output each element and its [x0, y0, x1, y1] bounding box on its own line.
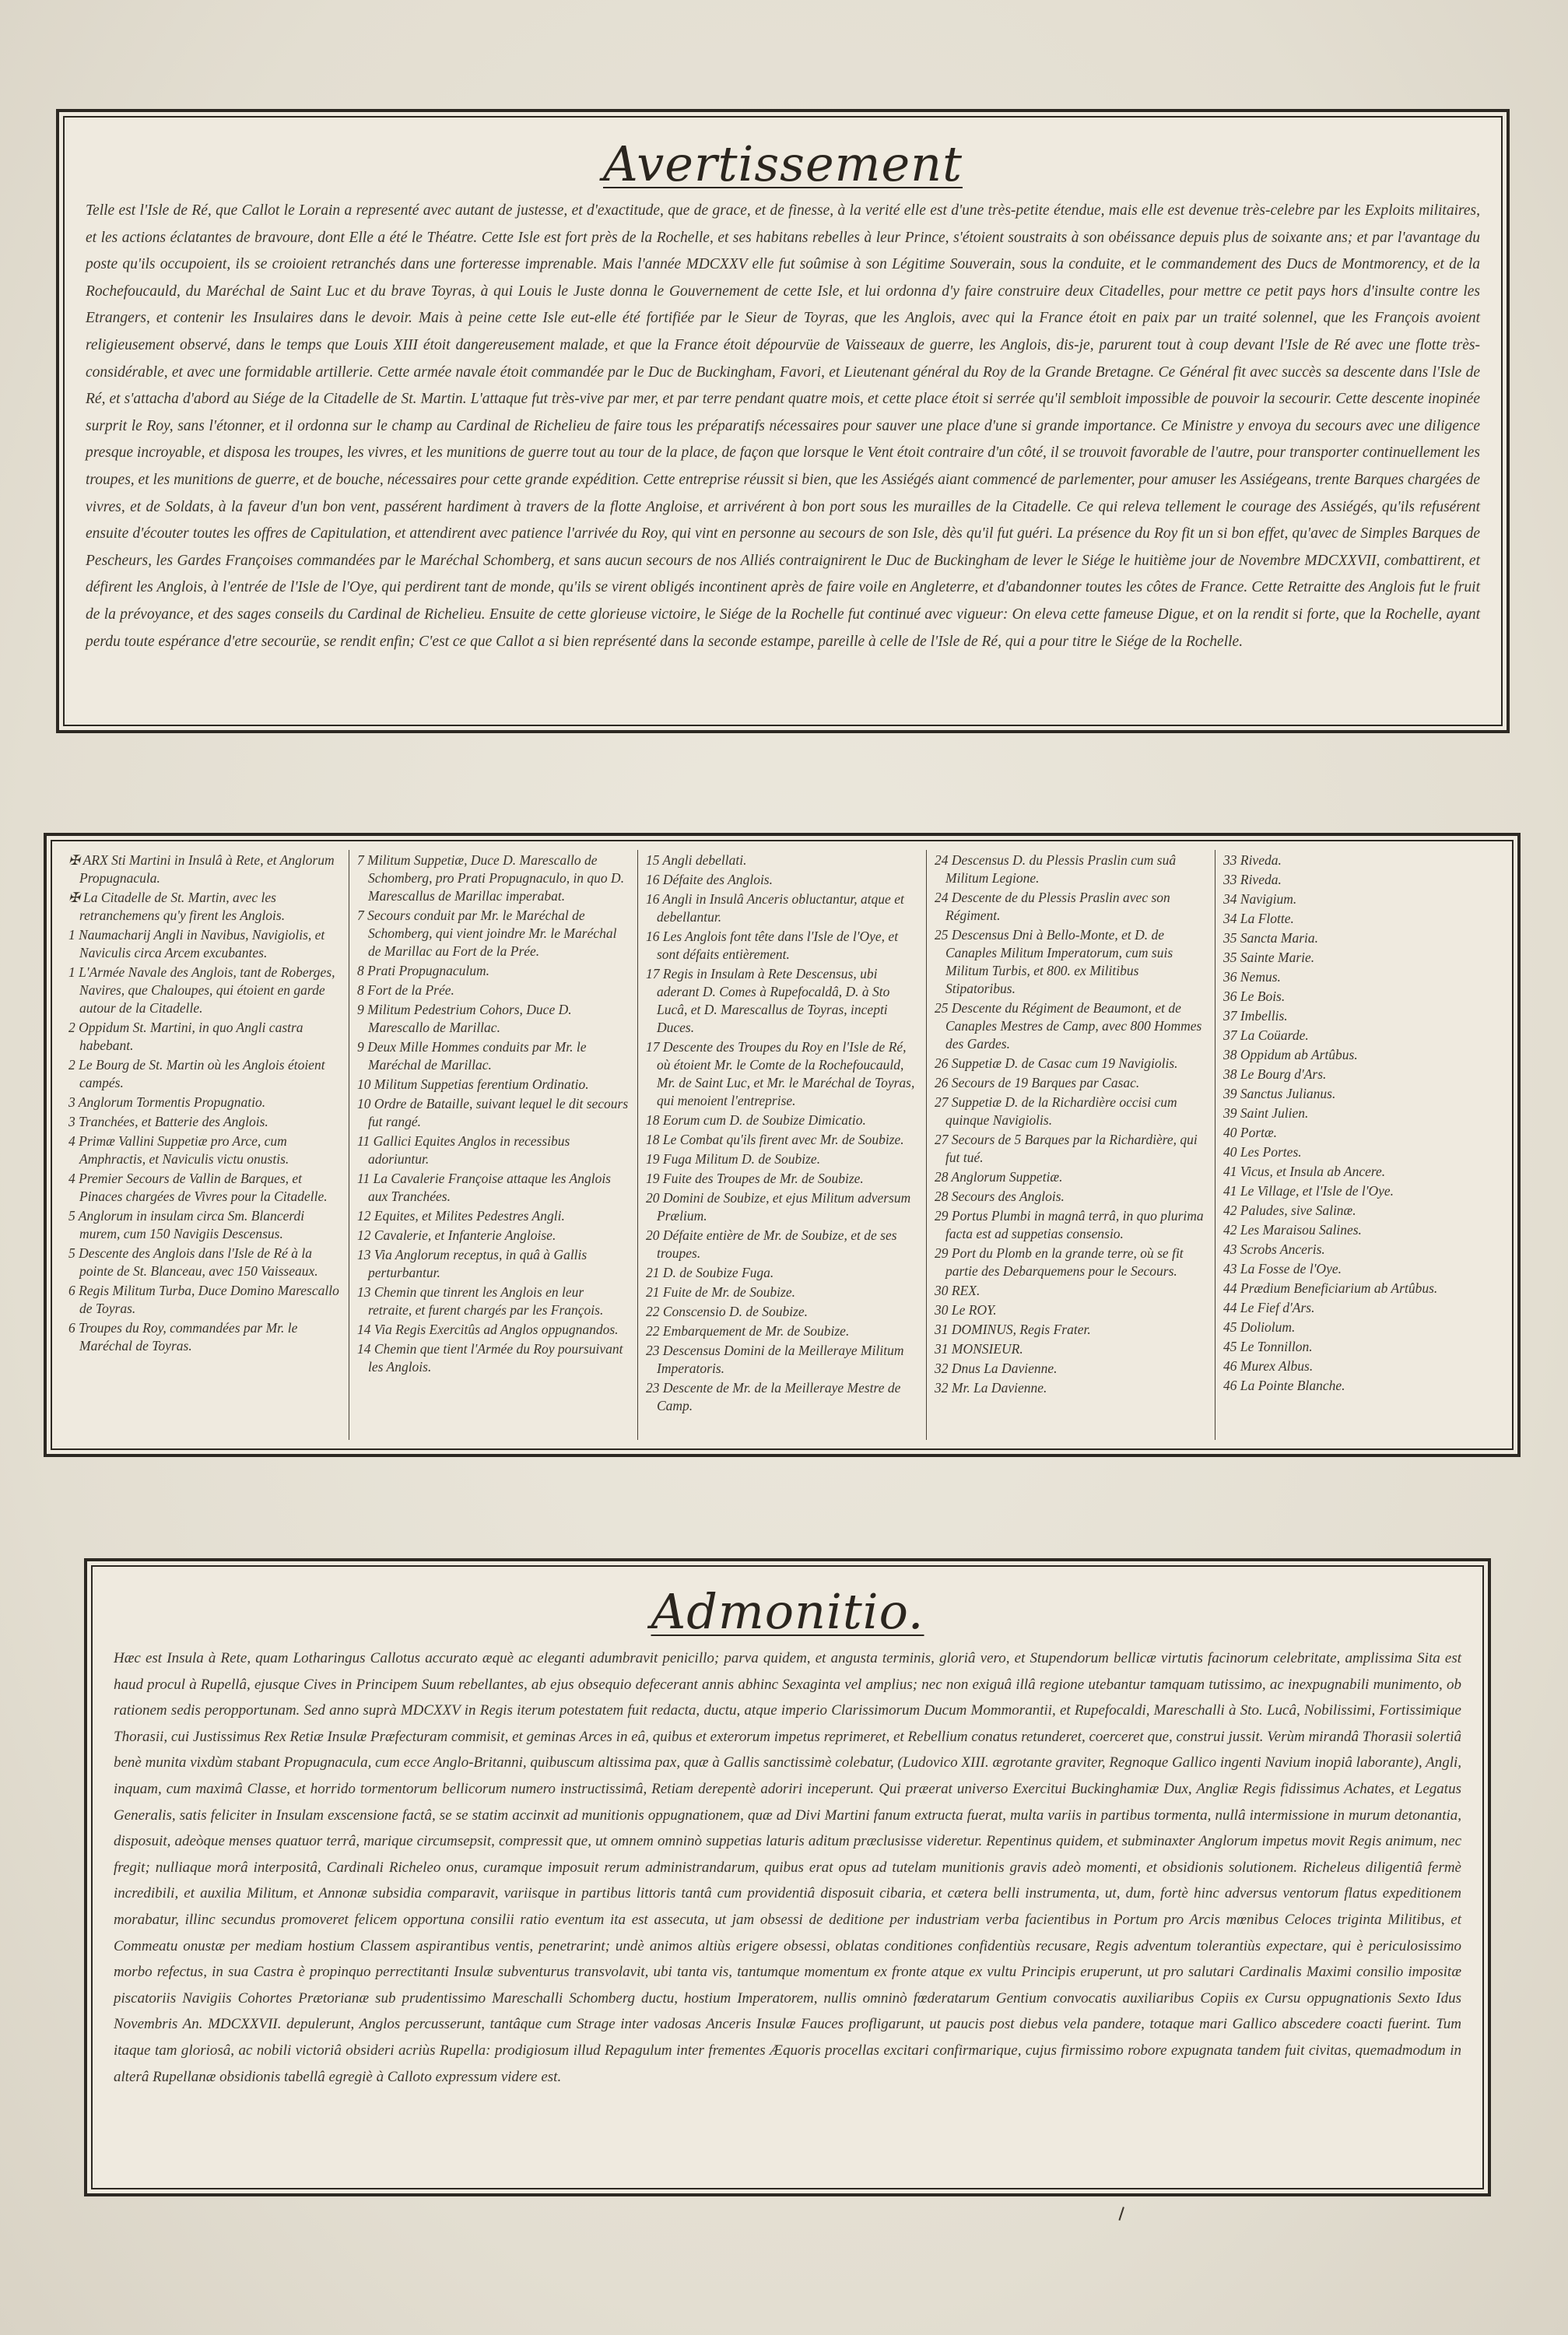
legend-entry: 24 Descente de du Plessis Praslin avec son Régiment.: [935, 890, 1170, 923]
admonitio-panel: [84, 1558, 1491, 2196]
legend-entry: 42 Les Maraisou Salines.: [1223, 1222, 1362, 1238]
legend-entry: 36 Nemus.: [1223, 969, 1281, 985]
legend-entry: 25 Descensus Dni à Bello-Monte, et D. de Canaples Militum Imperatorum, cum suis Militum Turbis, et 800. ex Militibus Stipatoribus.: [935, 927, 1173, 996]
legend-entry: 21 Fuite de Mr. de Soubize.: [646, 1284, 795, 1300]
admonitio-title: Admonitio.: [651, 1583, 924, 1640]
legend-entry: 38 Oppidum ab Artûbus.: [1223, 1047, 1358, 1062]
legend-entry: 16 Défaite des Anglois.: [646, 872, 773, 887]
legend-entry: 35 Sainte Marie.: [1223, 950, 1315, 965]
legend-entry: 27 Suppetiæ D. de la Richardière occisi cum quinque Navigiolis.: [935, 1094, 1177, 1128]
legend-entry: 30 Le ROY.: [935, 1302, 997, 1318]
legend-entry: ✠ ARX Sti Martini in Insulâ à Rete, et Anglorum Propugnacula.: [68, 852, 335, 886]
legend-entry: 31 MONSIEUR.: [935, 1341, 1023, 1357]
avertissement-panel: [56, 109, 1510, 733]
legend-entry: 41 Vicus, et Insula ab Ancere.: [1223, 1164, 1386, 1179]
avertissement-title: Avertissement: [602, 135, 963, 192]
legend-entry: 10 Militum Suppetias ferentium Ordinatio.: [357, 1076, 589, 1092]
legend-entry: 18 Eorum cum D. de Soubize Dimicatio.: [646, 1112, 866, 1128]
legend-entry: 23 Descensus Domini de la Meilleraye Militum Imperatoris.: [646, 1343, 904, 1376]
legend-entry: 22 Conscensio D. de Soubize.: [646, 1304, 809, 1319]
legend-entry: 13 Via Anglorum receptus, in quâ à Gallis perturbantur.: [357, 1247, 588, 1280]
legend-column-3: [638, 850, 927, 1440]
legend-entry: 6 Regis Militum Turba, Duce Domino Marescallo de Toyras.: [68, 1283, 339, 1316]
legend-entry: 10 Ordre de Bataille, suivant lequel le dit secours fut rangé.: [357, 1096, 629, 1129]
legend-entry: 33 Riveda.: [1223, 852, 1282, 868]
legend-entry: 24 Descensus D. du Plessis Praslin cum suâ Militum Legione.: [935, 852, 1177, 886]
legend-entry: 3 Anglorum Tormentis Propugnatio.: [68, 1094, 266, 1110]
ink-mark: [1118, 2207, 1128, 2222]
legend-entry: 43 Scrobs Anceris.: [1223, 1241, 1325, 1257]
legend-entry: 9 Deux Mille Hommes conduits par Mr. le Maréchal de Marillac.: [357, 1039, 587, 1073]
legend-entry: 2 Oppidum St. Martini, in quo Angli castra habebant.: [68, 1020, 303, 1053]
legend-entry: 41 Le Village, et l'Isle de l'Oye.: [1223, 1183, 1394, 1199]
legend-entry: 43 La Fosse de l'Oye.: [1223, 1261, 1342, 1276]
legend-entry: 22 Embarquement de Mr. de Soubize.: [646, 1323, 850, 1339]
legend-entry: 16 Angli in Insulâ Anceris obluctantur, atque et debellantur.: [646, 891, 904, 925]
legend-entry: 44 Prædium Beneficiarium ab Artûbus.: [1223, 1280, 1438, 1296]
legend-entry: 45 Doliolum.: [1223, 1319, 1296, 1335]
legend-entry: 32 Mr. La Davienne.: [935, 1380, 1047, 1396]
legend-entry: 44 Le Fief d'Ars.: [1223, 1300, 1315, 1315]
legend-entry: 34 La Flotte.: [1223, 911, 1294, 926]
legend-entry: 26 Suppetiæ D. de Casac cum 19 Navigiolis.: [935, 1055, 1178, 1071]
legend-entry: 7 Militum Suppetiæ, Duce D. Marescallo de Schomberg, pro Prati Propugnaculo, in quo D. Marescallus de Marillac imperabat.: [357, 852, 625, 904]
legend-entry: 4 Premier Secours de Vallin de Barques, et Pinaces chargées de Vivres pour la Citadelle.: [68, 1171, 328, 1204]
legend-entry: 28 Anglorum Suppetiæ.: [935, 1169, 1063, 1185]
legend-column-5: [1215, 850, 1503, 1440]
legend-entry: 17 Regis in Insulam à Rete Descensus, ubi aderant D. Comes à Rupefocaldâ, D. à Sto Lucâ, et D. Marescallus de Toyras, incepti Duces.: [646, 966, 890, 1035]
legend-entry: 27 Secours de 5 Barques par la Richardière, qui fut tué.: [935, 1132, 1198, 1165]
legend-entry: 39 Saint Julien.: [1223, 1105, 1309, 1121]
legend-entry: 16 Les Anglois font tête dans l'Isle de l'Oye, et sont défaits entièrement.: [646, 929, 899, 962]
legend-entry: 28 Secours des Anglois.: [935, 1189, 1065, 1204]
legend-entry: 29 Portus Plumbi in magnâ terrâ, in quo plurima facta est ad suppetias consensio.: [935, 1208, 1204, 1241]
legend-entry: 14 Chemin que tient l'Armée du Roy poursuivant les Anglois.: [357, 1341, 623, 1375]
legend-entry: 46 Murex Albus.: [1223, 1358, 1314, 1374]
legend-entry: 17 Descente des Troupes du Roy en l'Isle de Ré, où étoient Mr. le Comte de la Rochefoucauld, Mr. de Saint Luc, et Mr. le Maréchal de Toyras, qui menoient l'entreprise.: [646, 1039, 915, 1108]
legend-entry: 18 Le Combat qu'ils firent avec Mr. de Soubize.: [646, 1132, 904, 1147]
legend-entry: 2 Le Bourg de St. Martin où les Anglois étoient campés.: [68, 1057, 325, 1090]
legend-entry: 39 Sanctus Julianus.: [1223, 1086, 1336, 1101]
legend-entry: 19 Fuga Militum D. de Soubize.: [646, 1151, 821, 1167]
legend-entry: 5 Descente des Anglois dans l'Isle de Ré à la pointe de St. Blanceau, avec 150 Vaisseaux.: [68, 1245, 318, 1279]
legend-panel: [44, 833, 1521, 1457]
legend-entry: 36 Le Bois.: [1223, 988, 1286, 1004]
legend-entry: 26 Secours de 19 Barques par Casac.: [935, 1075, 1140, 1090]
legend-entry: 1 Naumacharij Angli in Navibus, Navigiolis, et Naviculis circa Arcem excubantes.: [68, 927, 325, 960]
legend-entry: 8 Fort de la Prée.: [357, 982, 454, 998]
legend-entry: 1 L'Armée Navale des Anglois, tant de Roberges, Navires, que Chaloupes, qui étoient en garde autour de la Citadelle.: [68, 964, 335, 1016]
legend-column-4: [927, 850, 1215, 1440]
legend-entry: 6 Troupes du Roy, commandées par Mr. le Maréchal de Toyras.: [68, 1320, 298, 1354]
legend-entry: 5 Anglorum in insulam circa Sm. Blancerdi murem, cum 150 Navigiis Descensus.: [68, 1208, 305, 1241]
legend-entry: 33 Riveda.: [1223, 872, 1282, 887]
legend-entry: 20 Domini de Soubize, et ejus Militum adversum Prælium.: [646, 1190, 911, 1224]
legend-entry: 15 Angli debellati.: [646, 852, 747, 868]
legend-entry: 34 Navigium.: [1223, 891, 1297, 907]
legend-entry: 12 Cavalerie, et Infanterie Angloise.: [357, 1227, 556, 1243]
legend-entry: 25 Descente du Régiment de Beaumont, et de Canaples Mestres de Camp, avec 800 Hommes des Gardes.: [935, 1000, 1202, 1052]
legend-entry: 4 Primæ Vallini Suppetiæ pro Arce, cum Amphractis, et Naviculis victu onustis.: [68, 1133, 289, 1167]
legend-entry: 7 Secours conduit par Mr. le Maréchal de Schomberg, qui vient joindre Mr. le Maréchal de Marillac au Fort de la Prée.: [357, 908, 617, 959]
legend-column-2: [349, 850, 638, 1440]
legend-entry: 23 Descente de Mr. de la Meilleraye Mestre de Camp.: [646, 1380, 901, 1413]
legend-entry: 3 Tranchées, et Batterie des Anglois.: [68, 1114, 268, 1129]
legend-entry: 12 Equites, et Milites Pedestres Angli.: [357, 1208, 565, 1224]
legend-entry: 11 Gallici Equites Anglos in recessibus adoriuntur.: [357, 1133, 570, 1167]
legend-entry: 40 Portæ.: [1223, 1125, 1278, 1140]
legend-entry: 9 Militum Pedestrium Cohors, Duce D. Marescallo de Marillac.: [357, 1002, 572, 1035]
legend-entry: 11 La Cavalerie Françoise attaque les Anglois aux Tranchées.: [357, 1171, 611, 1204]
legend-entry: 14 Via Regis Exercitûs ad Anglos oppugnandos.: [357, 1322, 619, 1337]
admonitio-text: Hæc est Insula à Rete, quam Lotharingus Callotus accurato æquè ac eleganti adumbravit penicillo; parva quidem, et angusta terminis, gloriâ vero, et Stupendorum bellicæ virtutis facinorum celebritate, amplissima Sita est haud procul à Rupellâ, ejusque Cives in Principem Suum rebellantes, ab ejus obsequio defecerant annis abhinc Sexaginta vel amplius; nec non exiguâ illâ regione utebantur tamquam tutissimo, ac inexpugnabili munimento, ob rationem sedis peropportunam. Sed anno suprà MDCXXV in Regis iterum potestatem fuit redacta, ductu, atque imperio Clarissimorum Ducum Mommorantii, et Rupefocaldi, Mareschalli à Sto. Lucâ, Nobilissimi, Fortissimique Thorasii, cui Justissimus Rex Retiæ Insulæ Præfecturam commisit, et geminas Arces in eâ, quibus et exterorum impetus reprimeret, et Rebellium conatus retunderet, coerceret que, construi jussit. Verùm mirandâ Thorasii solertiâ benè munita vixdùm stabant Propugnacula, cum ecce Anglo-Britanni, quibuscum altissima pax, quæ à Gallis sanctissimè colebatur, (Ludovico XIII. ægrotante graviter, Regnoque Gallico ingenti Navium inopiâ laborante), Angli, inquam, cum maximâ Classe, et horrido tormentorum bellicorum numero instructissimâ, Retiam derepentè adoriri inceperunt. Qui præerat universo Exercitui Buckinghamiæ Dux, Angliæ Regis fidissimus Achates, et Legatus Generalis, satis feliciter in Insulam exscensione factâ, se se statim accinxit ad munitionis oppugnationem, quæ ad Divi Martini fanum extructa fuerat, multa variis in partibus tormenta, nullâ intermissione in murum detonantia, disposuit, adeòque menses quatuor terrâ, marique circumsepsit, compressit que, ut omnem omninò suppetias laturis aditum præclusisse videretur. Repentinus quidem, et subminaxter Anglorum impetus movit Regis animum, nec fregit; nulliaque morâ interpositâ, Cardinali Richeleo onus, curamque imposuit rerum administrandarum, quibus erat opus ad tutelam munitionis gravis adeò momenti, et obsidionis solutionem. Richeleus diligentiâ fermè incredibili, et auxilia Militum, et Annonæ subsidia comparavit, variisque in partibus littoris tantâ cum providentiâ disposuit cibaria, et cætera belli instrumenta, ut, dum, fortè hinc adversus ventorum flatus expeditionem morabatur, illinc secundus promoveret felicem opportuna consilii ratio eventum ita est assecuta, ut jam obsessi de deditione per industriam verba facientibus in Portum pro Arcis mœnibus Celoces triginta Militibus, et Commeatu onustæ per mediam hostium Classem aspirantibus ventis, penetrarint; undè animos altiùs erigere obsessi, oblatas conditiones confidentiùs recusare, Regis adventum tolerantiùs expectare, qui è periculosissimo morbo refectus, in sua Castra è propinquo perrectitanti Insulæ subventurus transvolavit, ubi tanta vis, tantumque momentum ex fronte atque ex vultu Principis eruperunt, ut pro salutari Cardinalis Maximi consilio impositæ piscatoriis Navigiis Cohortes Prætorianæ sub prudentissimo Mareschalli Schomberg ductu, hostium Imperatorem, nullis omninò fœderatarum Gentium convocatis auxiliaribus Copiis ex Cursu oppugnationis Sexto Idus Novembris An. MDCXXVII. depulerunt, Anglos percusserunt, tantâque cum Strage inter vadosas Anceris Insulæ Fauces profligarunt, ut paucis post diebus vela pandere, totaque mari Gallico abscedere coacti fuerint. Tum itaque tam gloriosâ, ac nobili victoriâ obsideri acriùs Rupella: prodigiosum illud Repagulum inter frementes Æquoris procellas excitari confirmarique, cujus firmissimo robore expugnata tandem fuit civitas, quemadmodum in alterâ Rupellanæ obsidionis tabellâ egregiè à Calloto expressum videre est.: [114, 1650, 1461, 2085]
legend-entry: 20 Défaite entière de Mr. de Soubize, et de ses troupes.: [646, 1227, 897, 1261]
legend-entry: ✠ La Citadelle de St. Martin, avec les retranchemens qu'y firent les Anglois.: [68, 890, 286, 923]
legend-entry: 13 Chemin que tinrent les Anglois en leur retraite, et furent chargés par les François.: [357, 1284, 604, 1318]
legend-entry: 45 Le Tonnillon.: [1223, 1339, 1313, 1354]
legend-column-1: [61, 850, 349, 1440]
legend-entry: 29 Port du Plomb en la grande terre, où se fit partie des Debarquemens pour le Secours.: [935, 1245, 1184, 1279]
avertissement-text: Telle est l'Isle de Ré, que Callot le Lorain a representé avec autant de justesse, et d'exactitude, que de grace, et de finesse, à la verité elle est d'une très-petite étendue, mais elle est devenue très-celebre par les Exploits militaires, et les actions éclatantes de bravoure, dont Elle a été le Théatre. Cette Isle est fort près de la Rochelle, et ses habitans rebelles à leur Prince, s'étoient soustraits à son obéissance depuis plus de soixante ans; et par l'avantage du poste qu'ils occupoient, ils se croioient retranchés dans une forteresse imprenable. Mais l'année MDCXXV elle fut soûmise à son Légitime Souverain, sous la conduite, et le commandement des Ducs de Montmorency, et de la Rochefoucauld, du Maréchal de Saint Luc et du brave Toyras, à qui Louis le Juste donna le Gouvernement de cette Isle, et lui ordonna d'y faire construire deux Citadelles, pour mettre ce petit pays hors d'insulte contre les Etrangers, et contenir les Insulaires dans le devoir. Mais à peine cette Isle eut-elle été fortifiée par le Sieur de Toyras, que les Anglois, avec qui la France étoit en paix par un traité solennel, que les François avoient religieusement observé, dans le temps que Louis XIII étoit dangereusement malade, et que la France étoit dépourvüe de Vaisseaux de guerre, les Anglois, dis-je, parurent tout à coup devant l'Isle de Ré avec une flotte très-considérable, et avec une formidable artillerie. Cette armée navale étoit commandée par le Duc de Buckingham, Favori, et Lieutenant général du Roy de la Grande Bretagne. Ce Général fit avec succès sa descente dans l'Isle de Ré, et s'attacha d'abord au Siége de la Citadelle de St. Martin. L'attaque fut très-vive par mer, et par terre pendant quatre mois, et cette place étoit si serrée qu'il sembloit impossible de pouvoir la secourir. Cette descente inopinée surprit le Roy, sans l'étonner, et il ordonna sur le champ au Cardinal de Richelieu de faire tous les préparatifs nécessaires pour sauver une place d'une si grande importance. Ce Ministre y envoya du secours avec une diligence presque incroyable, et disposa les troupes, les vivres, et les munitions de guerre tout au tour de la place, de façon que lorsque le Vent étoit contraire d'un côté, il se trouvoit favorable de l'autre, pour transporter continuellement les troupes, et les munitions de guerre, et de bouche, nécessaires pour cette grande expédition. Cette entreprise réussit si bien, que les Assiégés aiant commencé de parlementer, pour amuser les Assiégeans, trente Barques chargées de vivres, et de Soldats, à la faveur d'un bon vent, passérent hardiment à travers de la flotte Angloise, et arrivérent à bon port sous les murailles de la Citadelle. Ce qui releva tellement le courage des Assiégés, qu'ils refusérent ensuite d'écouter toutes les offres de Capitulation, et attendirent avec patience l'arrivée du Roy, qui vint en personne au secours de son Isle, dès qu'il fut guéri. La présence du Roy fit un si bon effet, qu'avec de Simples Barques de Pescheurs, les Gardes Françoises commandées par le Maréchal Schomberg, et sans aucun secours de nos Alliés contraignirent le Duc de Buckingham de lever le Siége le huitième jour de Novembre MDCXXVII, combattirent, et défirent les Anglois, à l'entrée de l'Isle de l'Oye, qui perdirent tant de monde, qu'ils se virent obligés incontinent après de faire voile en Angleterre, et d'abandonner toutes les côtes de France. Cette Retraitte des Anglois fut le fruit de la prévoyance, et des sages conseils du Cardinal de Richelieu. Ensuite de cette glorieuse victoire, le Siége de la Rochelle fut continué avec vigueur: On eleva cette fameuse Digue, et on la rendit si forte, que la Rochelle, ayant perdu toute espérance d'etre secourüe, se rendit enfin; C'est ce que Callot a si bien représenté dans la seconde estampe, pareille à celle de l'Isle de Ré, qui a pour titre le Siége de la Rochelle.: [86, 202, 1480, 650]
legend-entry: 30 REX.: [935, 1283, 980, 1298]
legend-entry: 21 D. de Soubize Fuga.: [646, 1265, 774, 1280]
legend-entry: 32 Dnus La Davienne.: [935, 1361, 1058, 1376]
legend-entry: 38 Le Bourg d'Ars.: [1223, 1066, 1327, 1082]
legend-entry: 37 La Coüarde.: [1223, 1027, 1309, 1043]
legend-entry: 8 Prati Propugnaculum.: [357, 963, 489, 978]
legend-entry: 46 La Pointe Blanche.: [1223, 1378, 1345, 1393]
legend-entry: 31 DOMINUS, Regis Frater.: [935, 1322, 1091, 1337]
legend-entry: 37 Imbellis.: [1223, 1008, 1288, 1024]
legend-entry: 35 Sancta Maria.: [1223, 930, 1319, 946]
legend-entry: 40 Les Portes.: [1223, 1144, 1302, 1160]
legend-entry: 42 Paludes, sive Salinæ.: [1223, 1203, 1356, 1218]
legend-grid: [61, 850, 1503, 1440]
legend-entry: 19 Fuite des Troupes de Mr. de Soubize.: [646, 1171, 864, 1186]
